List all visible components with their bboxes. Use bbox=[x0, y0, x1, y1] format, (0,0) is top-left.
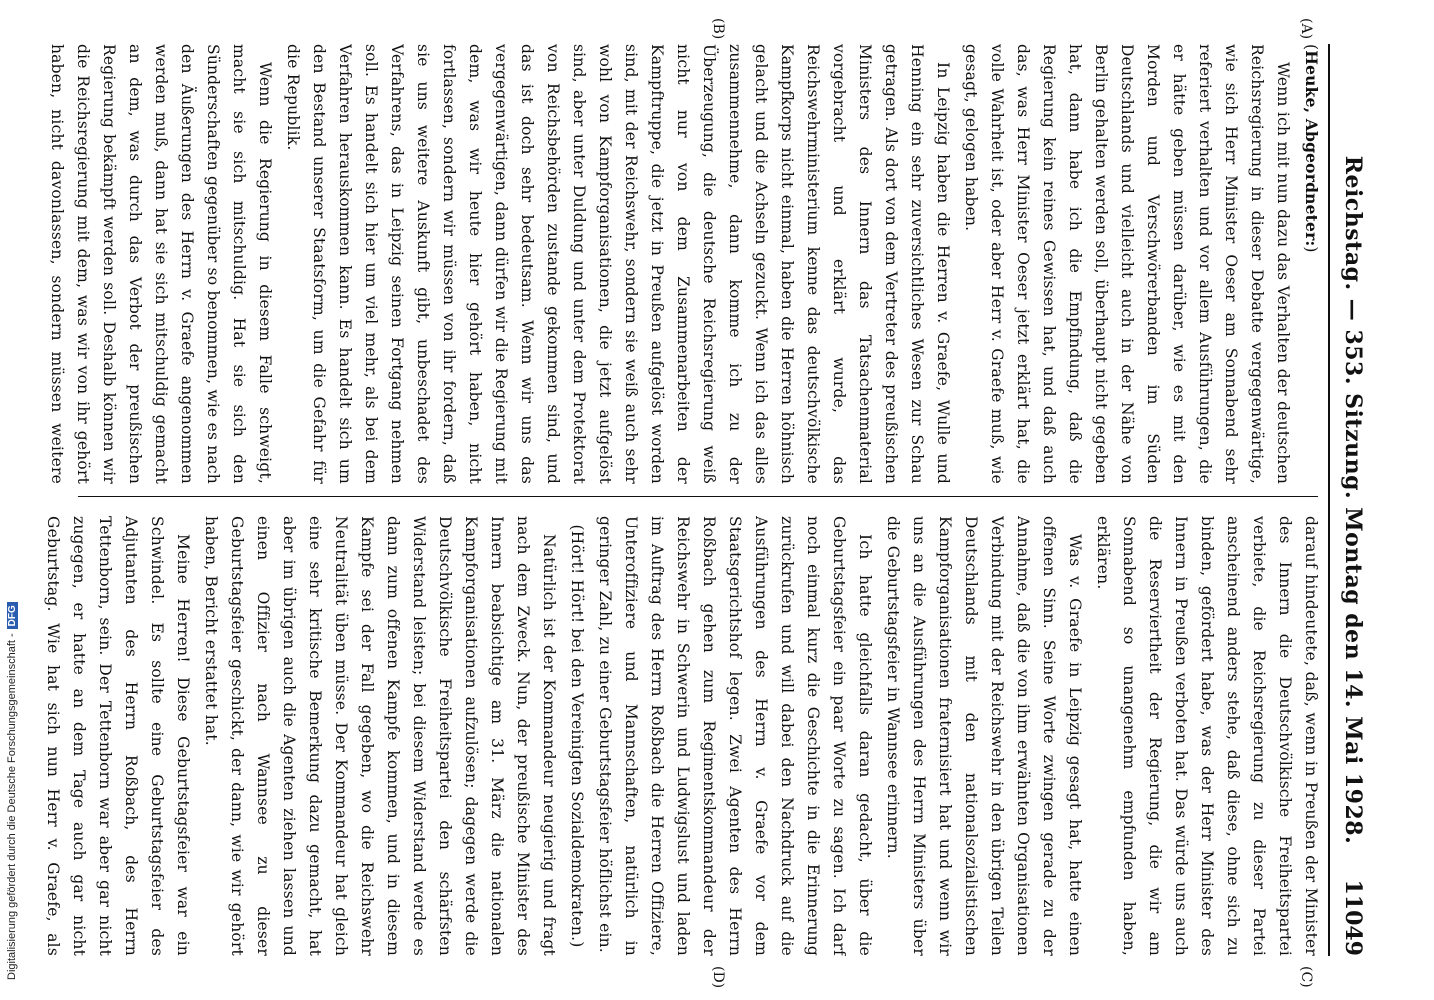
paragraph: In Leipzig haben die Herren v. Graefe, Wulle und Henning ein sehr zuversichtliches Wesen zur Schau getragen. Als dort von dem Vertreter des preußischen Ministers des Innern das Tatsachenmaterial vorgebracht und erklärt wurde, das Reichswehrministerium kenne das deutschvölkische Kampfkorps nicht einmal, haben die Herren höhnisch gelacht und die Achseln gezuckt. Wenn ich das alles zusammennehme, dann komme ich zu der Überzeugung, die deutsche Reichsregierung weiß nicht nur von dem Zusammenarbeiten der Kampftruppe, die jetzt in Preußen aufgelöst worden sind, mit der Reichswehr, sondern sie weiß auch sehr wohl von Kampforganisationen, die jetzt aufgelöst sind, aber unter Duldung und unter dem Protektorat von Reichsbehörden zustande gekommen sind, und das ist doch sehr bedeutsam. Wenn wir uns das vergegenwärtigen, dann dürfen wir die Regierung mit dem, was wir heute hier gehört haben, nicht fortlassen, sondern wir müssen von ihr fordern, daß sie uns weitere Auskunft gibt, unbeschadet des Verfahrens, das in Leipzig seinen Fortgang nehmen soll. Es handelt sich hier um viel mehr, als bei dem Verfahren herauskommen kann. Es handelt sich um den Bestand unserer Staatsform, um die Gefahr für die Republik. bbox=[284, 44, 952, 484]
right-column bbox=[44, 516, 1324, 956]
paragraph: Was v. Graefe in Leipzig gesagt hat, hatte einen offenen Sinn. Seine Worte zwingen gerade zu der Annahme, daß die von ihm erwähnten Organisationen Verbindung mit der Reichswehr in den übrigen Teilen Deutschlands mit den nationalsozialistischen Kampforganisationen fraternisiert hat und wenn wir uns an die Ausführungen des Herrn Ministers über die Geburtstagsfeier in Wannsee erinnern. bbox=[884, 516, 1084, 956]
column-divider bbox=[78, 496, 1318, 497]
page-number: 11049 bbox=[1340, 879, 1366, 956]
interjection: (Hört! Hört! bei den Vereinigten Sozialdemokraten.) bbox=[568, 524, 586, 948]
paragraph: Wenn ich mit nun dazu das Verhalten der deutschen Reichsregierung in dieser Debatte vergegenwärtige, wie sich Herr Minister Oeser am Sonnabend sehr referiert verhalten und vor allem Ausführungen, die er hätte geben müssen darüber, wie es mit den Morden und Verschwörerbanden im Süden Deutschlands und vielleicht auch in der Nähe von Berlin gehalten werden soll, überhaupt nicht gegeben hat, dann habe ich die Empfindung, daß die Regierung kein reines Gewissen hat, und daß auch das, was Herr Minister Oeser jetzt erklärt hat, die volle Wahrheit ist, oder aber Herr v. Graefe muß, wie gesagt, gelogen haben. bbox=[962, 44, 1292, 484]
paragraph: darauf hindeutete, daß, wenn in Preußen der Minister des Innern die Deutschvölkische Freiheitspartei verbiete, die Reichsregierung zu dieser Partei anscheinend anders stehe, daß diese, ohne sich zu binden, gefördert habe, was der Herr Minister des Innern in Preußen verboten hat. Das würde uns auch die Reserviertheit der Regierung, die wir am Sonnabend so unangenehm empfunden haben, erklären. bbox=[1094, 516, 1320, 956]
margin-marker-c: (C) bbox=[1298, 966, 1314, 988]
left-column bbox=[44, 44, 1324, 484]
page-header bbox=[1336, 44, 1372, 956]
margin-marker-a: (A) bbox=[1298, 18, 1314, 40]
credit-text: Digitalisierung gefördert durch die Deutsche Forschungsgemeinschaft - bbox=[6, 633, 18, 980]
dfg-logo: DFG bbox=[7, 602, 18, 629]
paragraph: Wenn die Regierung in diesem Falle schweigt, macht sie sich mitschuldig. Hat sie sich den Sünderschaften gegenüber so benommen, wie es nach den Äußerungen des Herrn v. Graefe angenommen werden muß, dann hat sie sich mitschuldig gemacht an dem, was durch das Verbot der preußischen Regierung bekämpft werden soll. Deshalb können wir die Reichsregierung mit dem, was wir von ihr gehört haben, nicht davonlassen, sondern müssen weitere bbox=[48, 44, 274, 484]
margin-marker-d: (D) bbox=[710, 966, 726, 989]
digitization-credit bbox=[6, 602, 18, 980]
paragraph: Ich hatte gleichfalls daran gedacht, über die Geburtstagsfeier ein paar Worte zu sagen. Ich darf noch einmal kurz die Geschichte in die Erinnerung zurückrufen und will dabei den Nachdruck auf die Ausführungen des Herrn v. Graefe vor dem Staatsgerichtshof legen. Zwei Agenten des Herrn Roßbach gehen zum Regimentskommandeur der Reichswehr in Schwerin und Ludwigslust und laden im Auftrag des Herrn Roßbach die Herren Offiziere, Unteroffiziere und Mannschaften, natürlich in geringer Zahl, zu einer Geburtstagsfeier höflichst ein. bbox=[596, 516, 874, 956]
margin-marker-b: (B) bbox=[710, 18, 726, 40]
header-rule bbox=[1328, 44, 1330, 956]
paragraph: Natürlich ist der Kommandeur neugierig und fragt nach dem Zweck. Nun, der preußische Minister des Innern beabsichtige am 31. März die nationalen Kampforganisationen aufzulösen; dagegen werde die Deutschvölkische Freiheitspartei den schärfsten Widerstand leisten; bei diesem Widerstand werde es dann zum offenen Kampfe kommen, und in diesem Kampfe sei der Fall gegeben, wo die Reichswehr Neutralität üben müsse. Der Kommandeur hat gleich eine sehr kritische Bemerkung dazu gemacht, hat aber im übrigen auch die Agenten ziehen lassen und einen Offizier nach Wannsee zu dieser Geburtstagsfeier geschickt, der dann, wie wir gehört haben, Bericht erstattet hat. bbox=[202, 516, 558, 956]
speaker-line: (Heuke, Abgeordneter:) bbox=[1302, 44, 1321, 253]
running-head: Reichstag. — 353. Sitzung. Montag den 14. Mai 1928. bbox=[1340, 155, 1366, 845]
paragraph: Meine Herren! Diese Geburtstagsfeier war ein Schwindel. Es sollte eine Geburtstagsfeier des Adjutanten des Herrn Roßbach, des Herrn Tettenborn, sein. Der Tettenborn war aber gar nicht zugegen, er hatte an dem Tage auch gar nicht Geburtstag. Wie hat sich nun Herr v. Graefe, als bbox=[44, 516, 192, 956]
